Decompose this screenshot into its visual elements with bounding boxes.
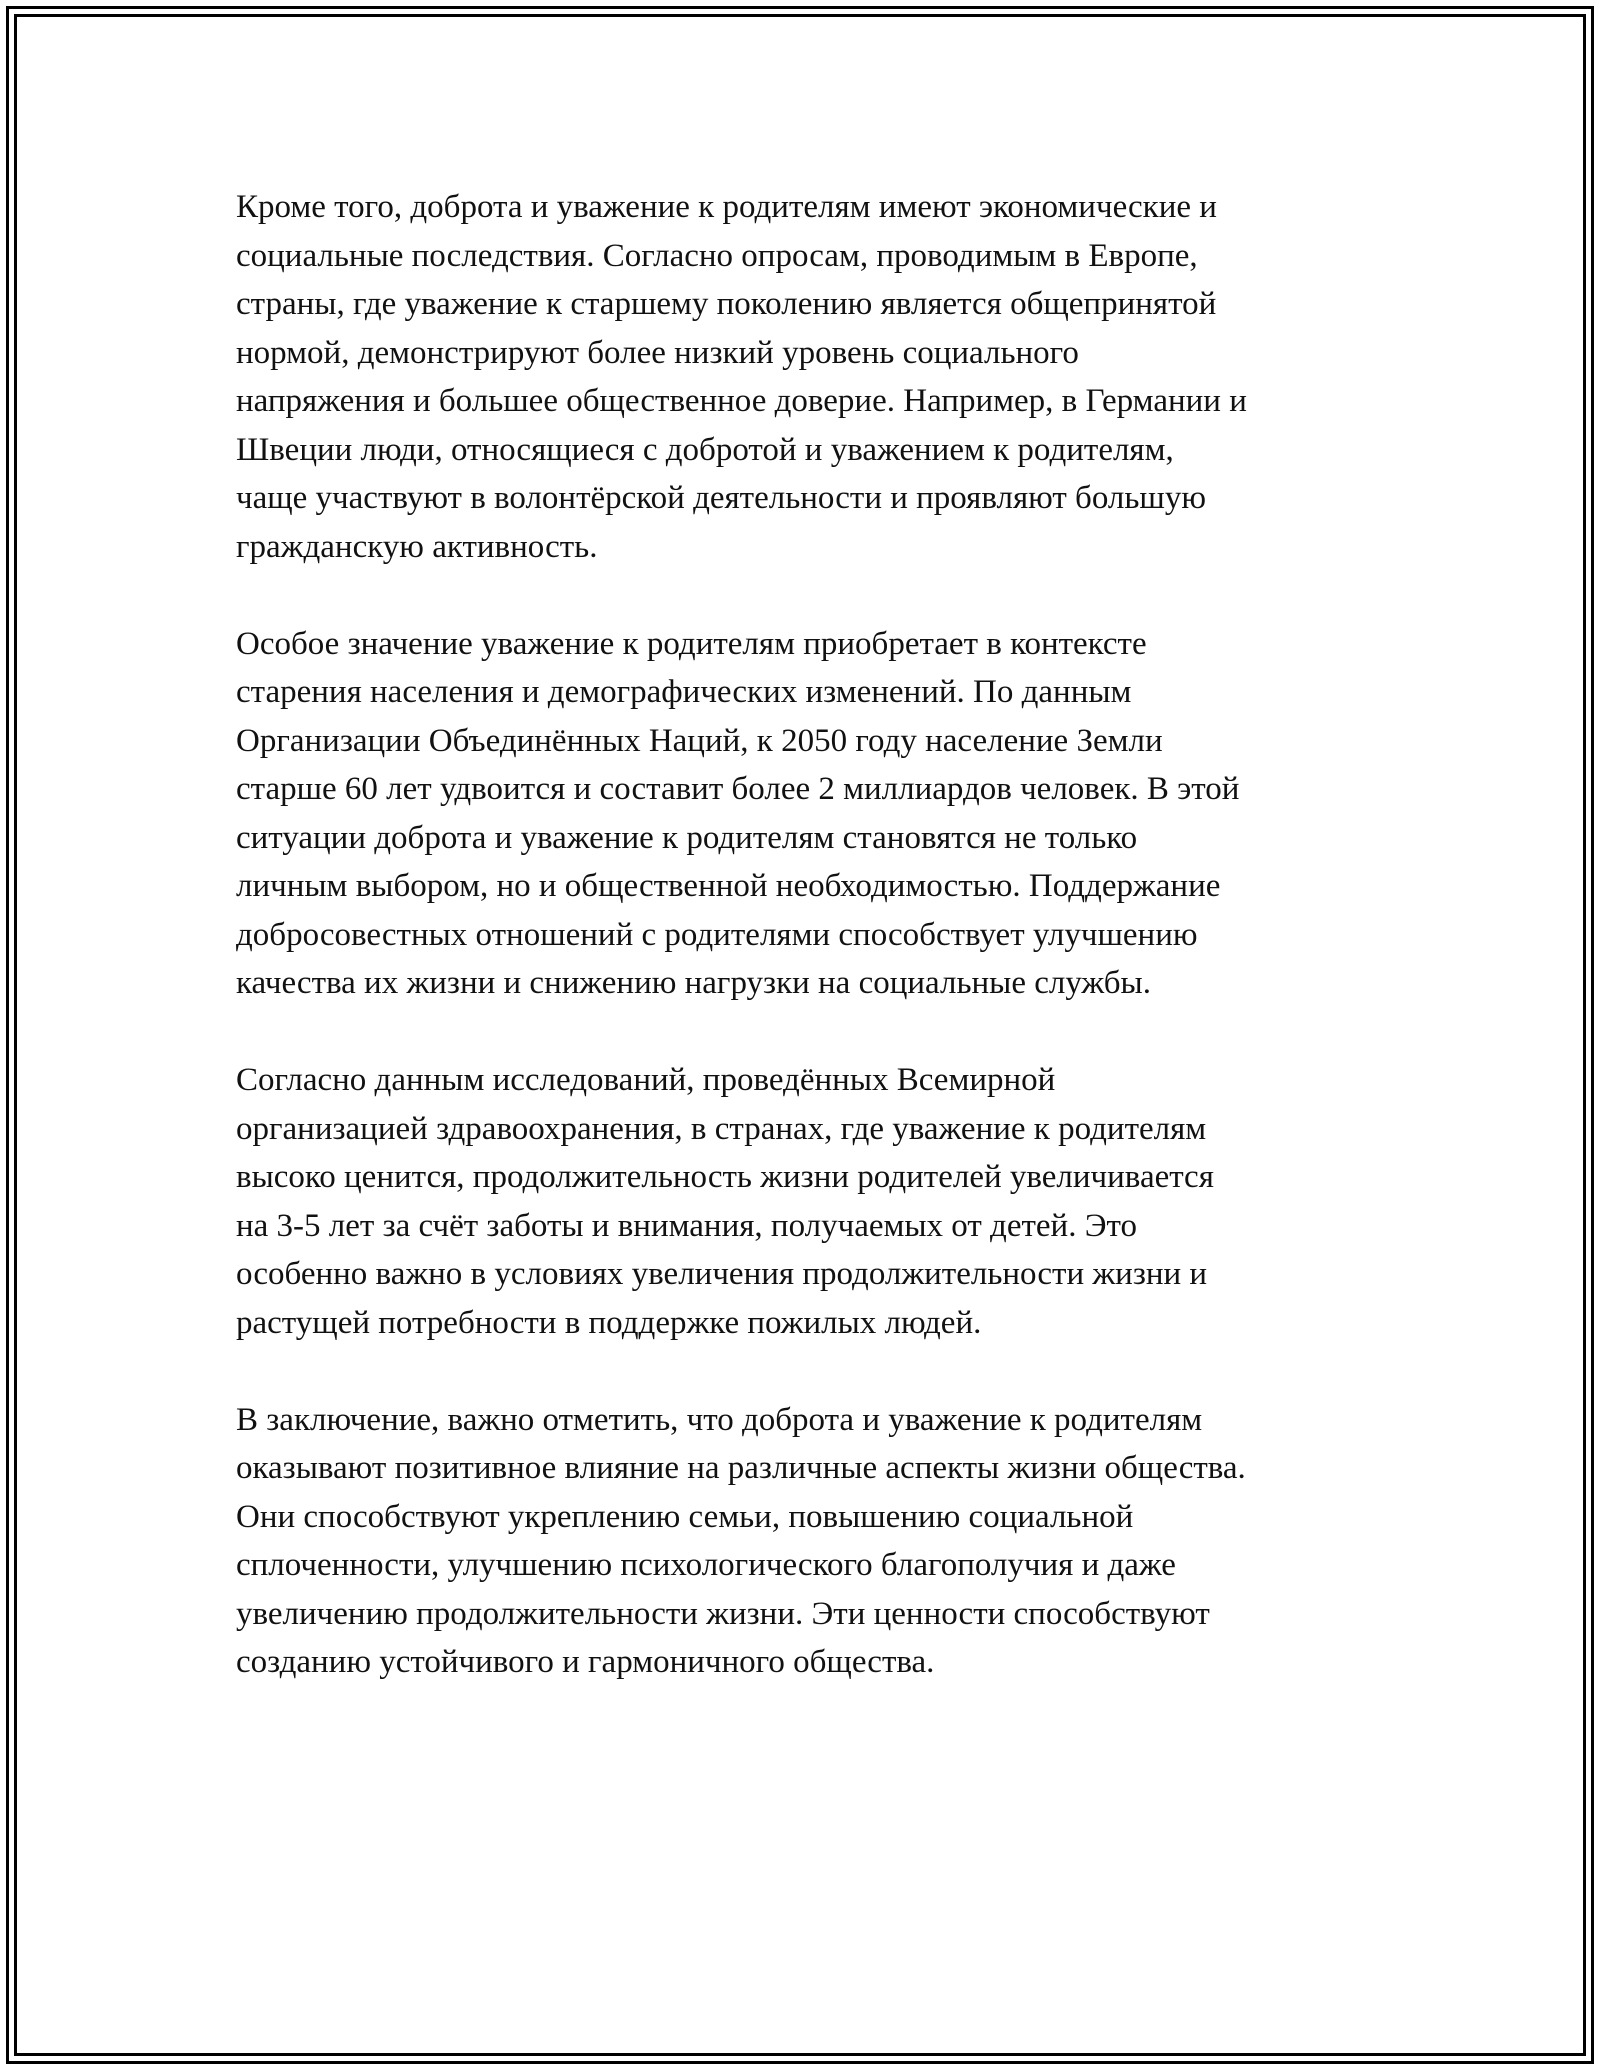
- paragraph-life-expectancy: Согласно данным исследований, проведённых Всемирной организацией здравоохранения, в странах, где уважение к родителям высоко ценится, продолжительность жизни родителей увеличивается на 3-5 лет за счёт заботы и внимания, получаемых от детей. Это особенно важно в условиях увеличения продолжительности жизни и растущей потребности в поддержке пожилых людей.: [236, 1062, 1214, 1341]
- paragraph-aging-population: Особое значение уважение к родителям приобретает в контексте старения населения и демографических изменений. По данным Организации Объединённых Наций, к 2050 году население Земли старше 60 лет удвоится и составит более 2 миллиардов человек. В этой ситуации доброта и уважение к родителям становятся не только личным выбором, но и общественной необходимостью. Поддержание добросовестных отношений с родителями способствует улучшению качества их жизни и снижению нагрузки на социальные службы.: [236, 625, 1240, 1001]
- paragraph-conclusion: В заключение, важно отметить, что доброта и уважение к родителям оказывают позитивное влияние на различные аспекты жизни общества. Они способствуют укреплению семьи, повышению социальной сплоченности, улучшению психологического благополучия и даже увеличению продолжительности жизни. Эти ценности способствуют созданию устойчивого и гармоничного общества.: [236, 1401, 1246, 1680]
- document-body: [236, 183, 1371, 1687]
- paragraph-economic-social: Кроме того, доброта и уважение к родителям имеют экономические и социальные последствия. Согласно опросам, проводимым в Европе, страны, где уважение к старшему поколению является общепринятой нормой, демонстрируют более низкий уровень социального напряжения и большее общественное доверие. Например, в Германии и Швеции люди, относящиеся с добротой и уважением к родителям, чаще участвуют в волонтёрской деятельности и проявляют большую гражданскую активность.: [236, 189, 1247, 565]
